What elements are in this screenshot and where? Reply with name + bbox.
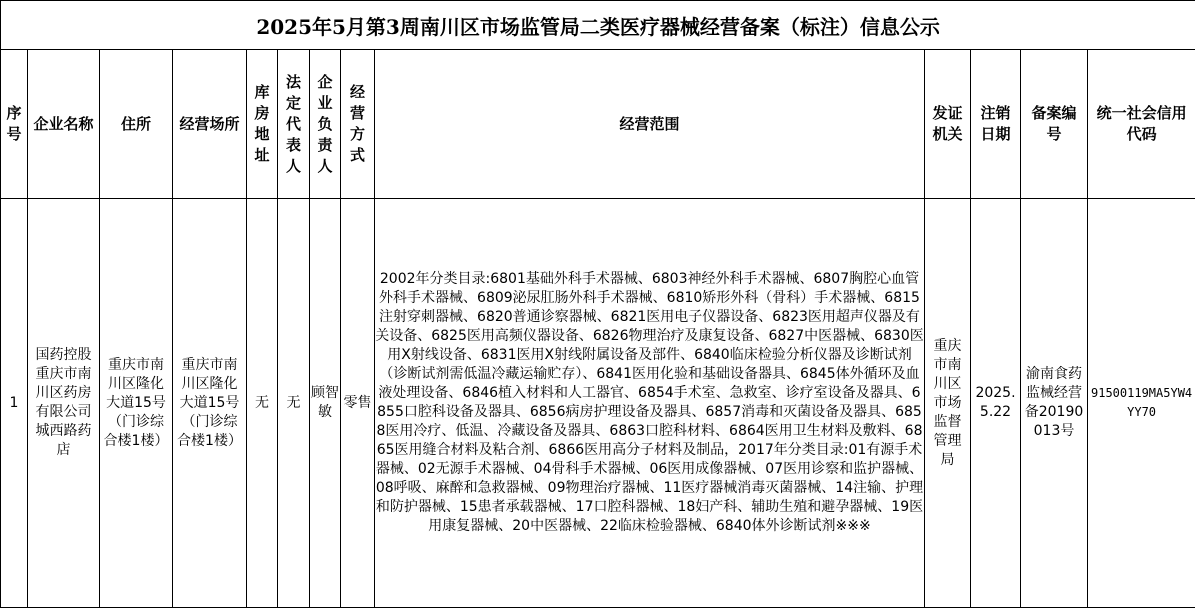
header-credit-code: 统一社会信用代码 — [1088, 50, 1195, 199]
title-row — [1, 1, 1195, 50]
header-warehouse: 库房地址 — [247, 50, 278, 199]
header-scope: 经营范围 — [375, 50, 925, 199]
header-company: 企业名称 — [28, 50, 100, 199]
cell-cancel-date: 2025.5.22 — [971, 199, 1021, 608]
header-mode: 经营方式 — [341, 50, 375, 199]
cell-credit-code: 91500119MA5YW4YY70 — [1088, 199, 1195, 608]
header-seq: 序号 — [1, 50, 28, 199]
table-title: 2025年5月第3周南川区市场监管局二类医疗器械经营备案（标注）信息公示 — [1, 1, 1195, 50]
header-address: 住所 — [100, 50, 173, 199]
header-issuer: 发证机关 — [925, 50, 971, 199]
table-row — [1, 199, 1195, 608]
cell-company: 国药控股重庆市南川区药房有限公司城西路药店 — [28, 199, 100, 608]
header-person-in-charge: 企业负责人 — [310, 50, 341, 199]
header-cancel-date: 注销日期 — [971, 50, 1021, 199]
header-legal-rep: 法定代表人 — [278, 50, 310, 199]
cell-seq: 1 — [1, 199, 28, 608]
cell-record-no: 渝南食药监械经营备20190013号 — [1021, 199, 1088, 608]
header-record-no: 备案编号 — [1021, 50, 1088, 199]
cell-warehouse: 无 — [247, 199, 278, 608]
header-row — [1, 50, 1195, 199]
cell-scope: 2002年分类目录:6801基础外科手术器械、6803神经外科手术器械、6807胸腔心血管外科手术器械、6809泌尿肛肠外科手术器械、6810矫形外科（骨科）手术器械、6815注射穿刺器械、6820普通诊察器械、6821医用电子仪器设备、6823医用超声仪器及有关设备、6825医用高频仪器设备、6826物理治疗及康复设备、6827中医器械、6830医用X射线设备、6831医用X射线附属设备及部件、6840临床检验分析仪器及诊断试剂（诊断试剂需低温冷藏运输贮存）、6841医用化验和基础设备器具、6845体外循环及血液处理设备、6846植入材料和人工器官、6854手术室、急救室、诊疗室设备及器具、6855口腔科设备及器具、6856病房护理设备及器具、6857消毒和灭菌设备及器具、6858医用冷疗、低温、冷藏设备及器具、6863口腔科材料、6864医用卫生材料及敷料、6865医用缝合材料及粘合剂、6866医用高分子材料及制品，2017年分类目录:01有源手术器械、02无源手术器械、04骨科手术器械、06医用成像器械、07医用诊察和监护器械、08呼吸、麻醉和急救器械、09物理治疗器械、11医疗器械消毒灭菌器械、14注输、护理和防护器械、15患者承载器械、17口腔科器械、18妇产科、辅助生殖和避孕器械、19医用康复器械、20中医器械、22临床检验器械、6840体外诊断试剂※※※ — [375, 199, 925, 608]
cell-person-in-charge: 顾智敏 — [310, 199, 341, 608]
cell-mode: 零售 — [341, 199, 375, 608]
header-premises: 经营场所 — [173, 50, 247, 199]
cell-issuer: 重庆市南川区市场监督管理局 — [925, 199, 971, 608]
cell-premises: 重庆市南川区隆化大道15号（门诊综合楼1楼） — [173, 199, 247, 608]
cell-legal-rep: 无 — [278, 199, 310, 608]
cell-address: 重庆市南川区隆化大道15号（门诊综合楼1楼） — [100, 199, 173, 608]
